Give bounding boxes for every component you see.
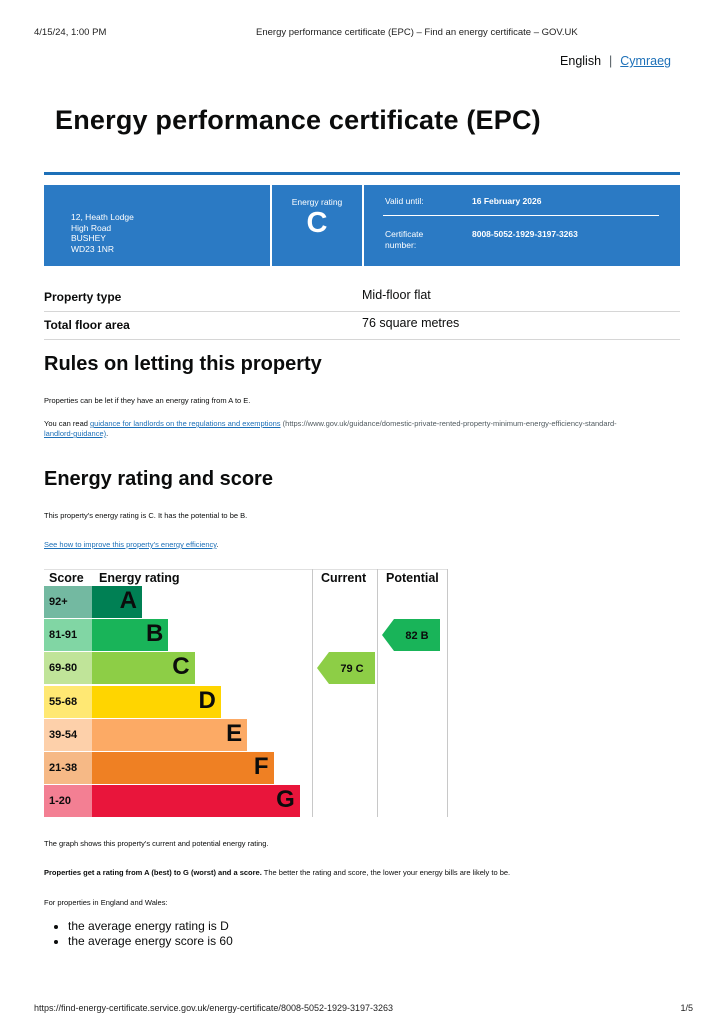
band-score-range: 55-68 xyxy=(49,695,78,708)
letting-paragraph-2 xyxy=(44,419,664,439)
chart-header-current: Current xyxy=(321,571,367,585)
band-bar-f xyxy=(92,752,274,784)
landlord-guidance-link[interactable]: guidance for landlords on the regulations and exemptions xyxy=(90,419,281,428)
band-bar-g xyxy=(92,785,300,817)
summary-label: Property type xyxy=(44,290,122,304)
improve-paragraph xyxy=(44,540,219,550)
band-score-range: 21-38 xyxy=(49,762,78,774)
chart-column-divider xyxy=(377,569,378,817)
epc-rating-chart xyxy=(44,569,448,817)
improve-suffix: . xyxy=(216,540,219,549)
letting-text: You can read xyxy=(44,419,91,428)
band-letter: A xyxy=(119,587,137,614)
band-score-range: 69-80 xyxy=(49,662,78,675)
energy-rating-heading: Energy rating and score xyxy=(44,468,273,490)
address-line: BUSHEY xyxy=(71,233,106,243)
summary-label: Total floor area xyxy=(44,318,130,332)
page-title: Energy performance certificate (EPC) xyxy=(55,105,541,135)
band-bar-a xyxy=(92,586,142,618)
band-letter: B xyxy=(145,620,164,648)
average-list-item: • the average energy rating is D xyxy=(68,919,233,934)
energy-rating-label: Energy rating xyxy=(291,197,343,207)
chart-header-rating: Energy rating xyxy=(99,571,180,585)
summary-value: Mid-floor flat xyxy=(362,288,431,302)
current-rating-marker xyxy=(317,652,375,684)
landlord-guidance-url: (https://www.gov.uk/guidance/domestic-private-rented-property-minimum-energy-efficiency-standard- xyxy=(280,419,617,428)
banner-divider xyxy=(362,185,364,266)
language-cymraeg-link[interactable]: Cymraeg xyxy=(620,54,671,68)
band-bar-b xyxy=(92,619,168,651)
title-divider xyxy=(44,172,680,175)
certificate-number-label-line: number: xyxy=(385,239,417,250)
certificate-banner xyxy=(44,185,680,266)
print-page-title: Energy performance certificate (EPC) – Find an energy certificate – GOV.UK xyxy=(256,27,578,38)
banner-row-divider xyxy=(383,215,659,216)
chart-top-border xyxy=(44,569,448,570)
print-page-number: 1/5 xyxy=(680,1003,693,1013)
potential-rating-marker-label: 82 B xyxy=(405,630,429,643)
band-score-range: 81-91 xyxy=(49,629,78,642)
language-switcher xyxy=(560,54,671,68)
band-letter: D xyxy=(198,686,216,714)
address-line: High Road xyxy=(71,222,112,233)
graph-note: The graph shows this property's current and potential energy rating. xyxy=(44,839,269,848)
rating-explanation-rest: The better the rating and score, the lower your energy bills are likely to be. xyxy=(261,868,511,877)
band-score-range: 39-54 xyxy=(49,728,78,741)
band-score-range: 1-20 xyxy=(49,795,72,808)
letting-paragraph-1: Properties can be let if they have an energy rating from A to E. xyxy=(44,396,251,405)
improve-efficiency-link[interactable]: See how to improve this property's energy efficiency xyxy=(44,540,217,549)
valid-until-label: Valid until: xyxy=(385,196,424,206)
average-list xyxy=(50,919,233,949)
chart-header-score: Score xyxy=(49,571,84,585)
average-list-item: • the average energy score is 60 xyxy=(68,934,233,949)
band-letter: G xyxy=(276,786,295,814)
energy-rating-letter: C xyxy=(306,207,328,239)
summary-value: 76 square metres xyxy=(362,316,460,330)
summary-row-property-type xyxy=(44,283,680,312)
language-current: English xyxy=(560,54,602,68)
band-score-range: 92+ xyxy=(49,596,68,608)
summary-row-floor-area xyxy=(44,311,680,340)
address-line: 12, Heath Lodge xyxy=(71,212,134,222)
rating-explanation xyxy=(44,868,510,878)
print-datetime: 4/15/24, 1:00 PM xyxy=(34,27,107,38)
band-bar-e xyxy=(92,719,247,751)
band-letter: C xyxy=(172,653,190,681)
letting-text: . xyxy=(106,429,109,438)
band-letter: F xyxy=(253,753,269,780)
chart-header-potential: Potential xyxy=(386,571,439,585)
chart-column-divider xyxy=(312,569,313,817)
england-wales-note: For properties in England and Wales: xyxy=(44,898,168,907)
certificate-number-value: 8008-5052-1929-3197-3263 xyxy=(472,229,578,239)
band-bar-c xyxy=(92,652,195,684)
chart-column-divider xyxy=(447,569,448,817)
current-rating-marker-label: 79 C xyxy=(340,663,364,676)
landlord-guidance-url-link[interactable]: landlord-guidance) xyxy=(44,429,107,438)
band-bar-d xyxy=(92,686,221,718)
language-separator: | xyxy=(609,54,613,68)
certificate-number-label-line: Certificate xyxy=(385,229,424,239)
rating-explanation-bold: Properties get a rating from A (best) to G (worst) and a score. xyxy=(44,868,262,877)
address-line: WD23 1NR xyxy=(71,243,114,254)
band-letter: E xyxy=(226,719,243,747)
print-footer-url: https://find-energy-certificate.service.gov.uk/energy-certificate/8008-5052-1929-3197-3263 xyxy=(34,1003,394,1013)
letting-heading: Rules on letting this property xyxy=(44,353,322,375)
certificate-number-label xyxy=(385,229,423,250)
energy-rating-intro: This property's energy rating is C. It has the potential to be B. xyxy=(44,511,248,520)
potential-rating-marker xyxy=(382,619,440,651)
property-address xyxy=(71,212,134,254)
valid-until-value: 16 February 2026 xyxy=(472,196,542,206)
